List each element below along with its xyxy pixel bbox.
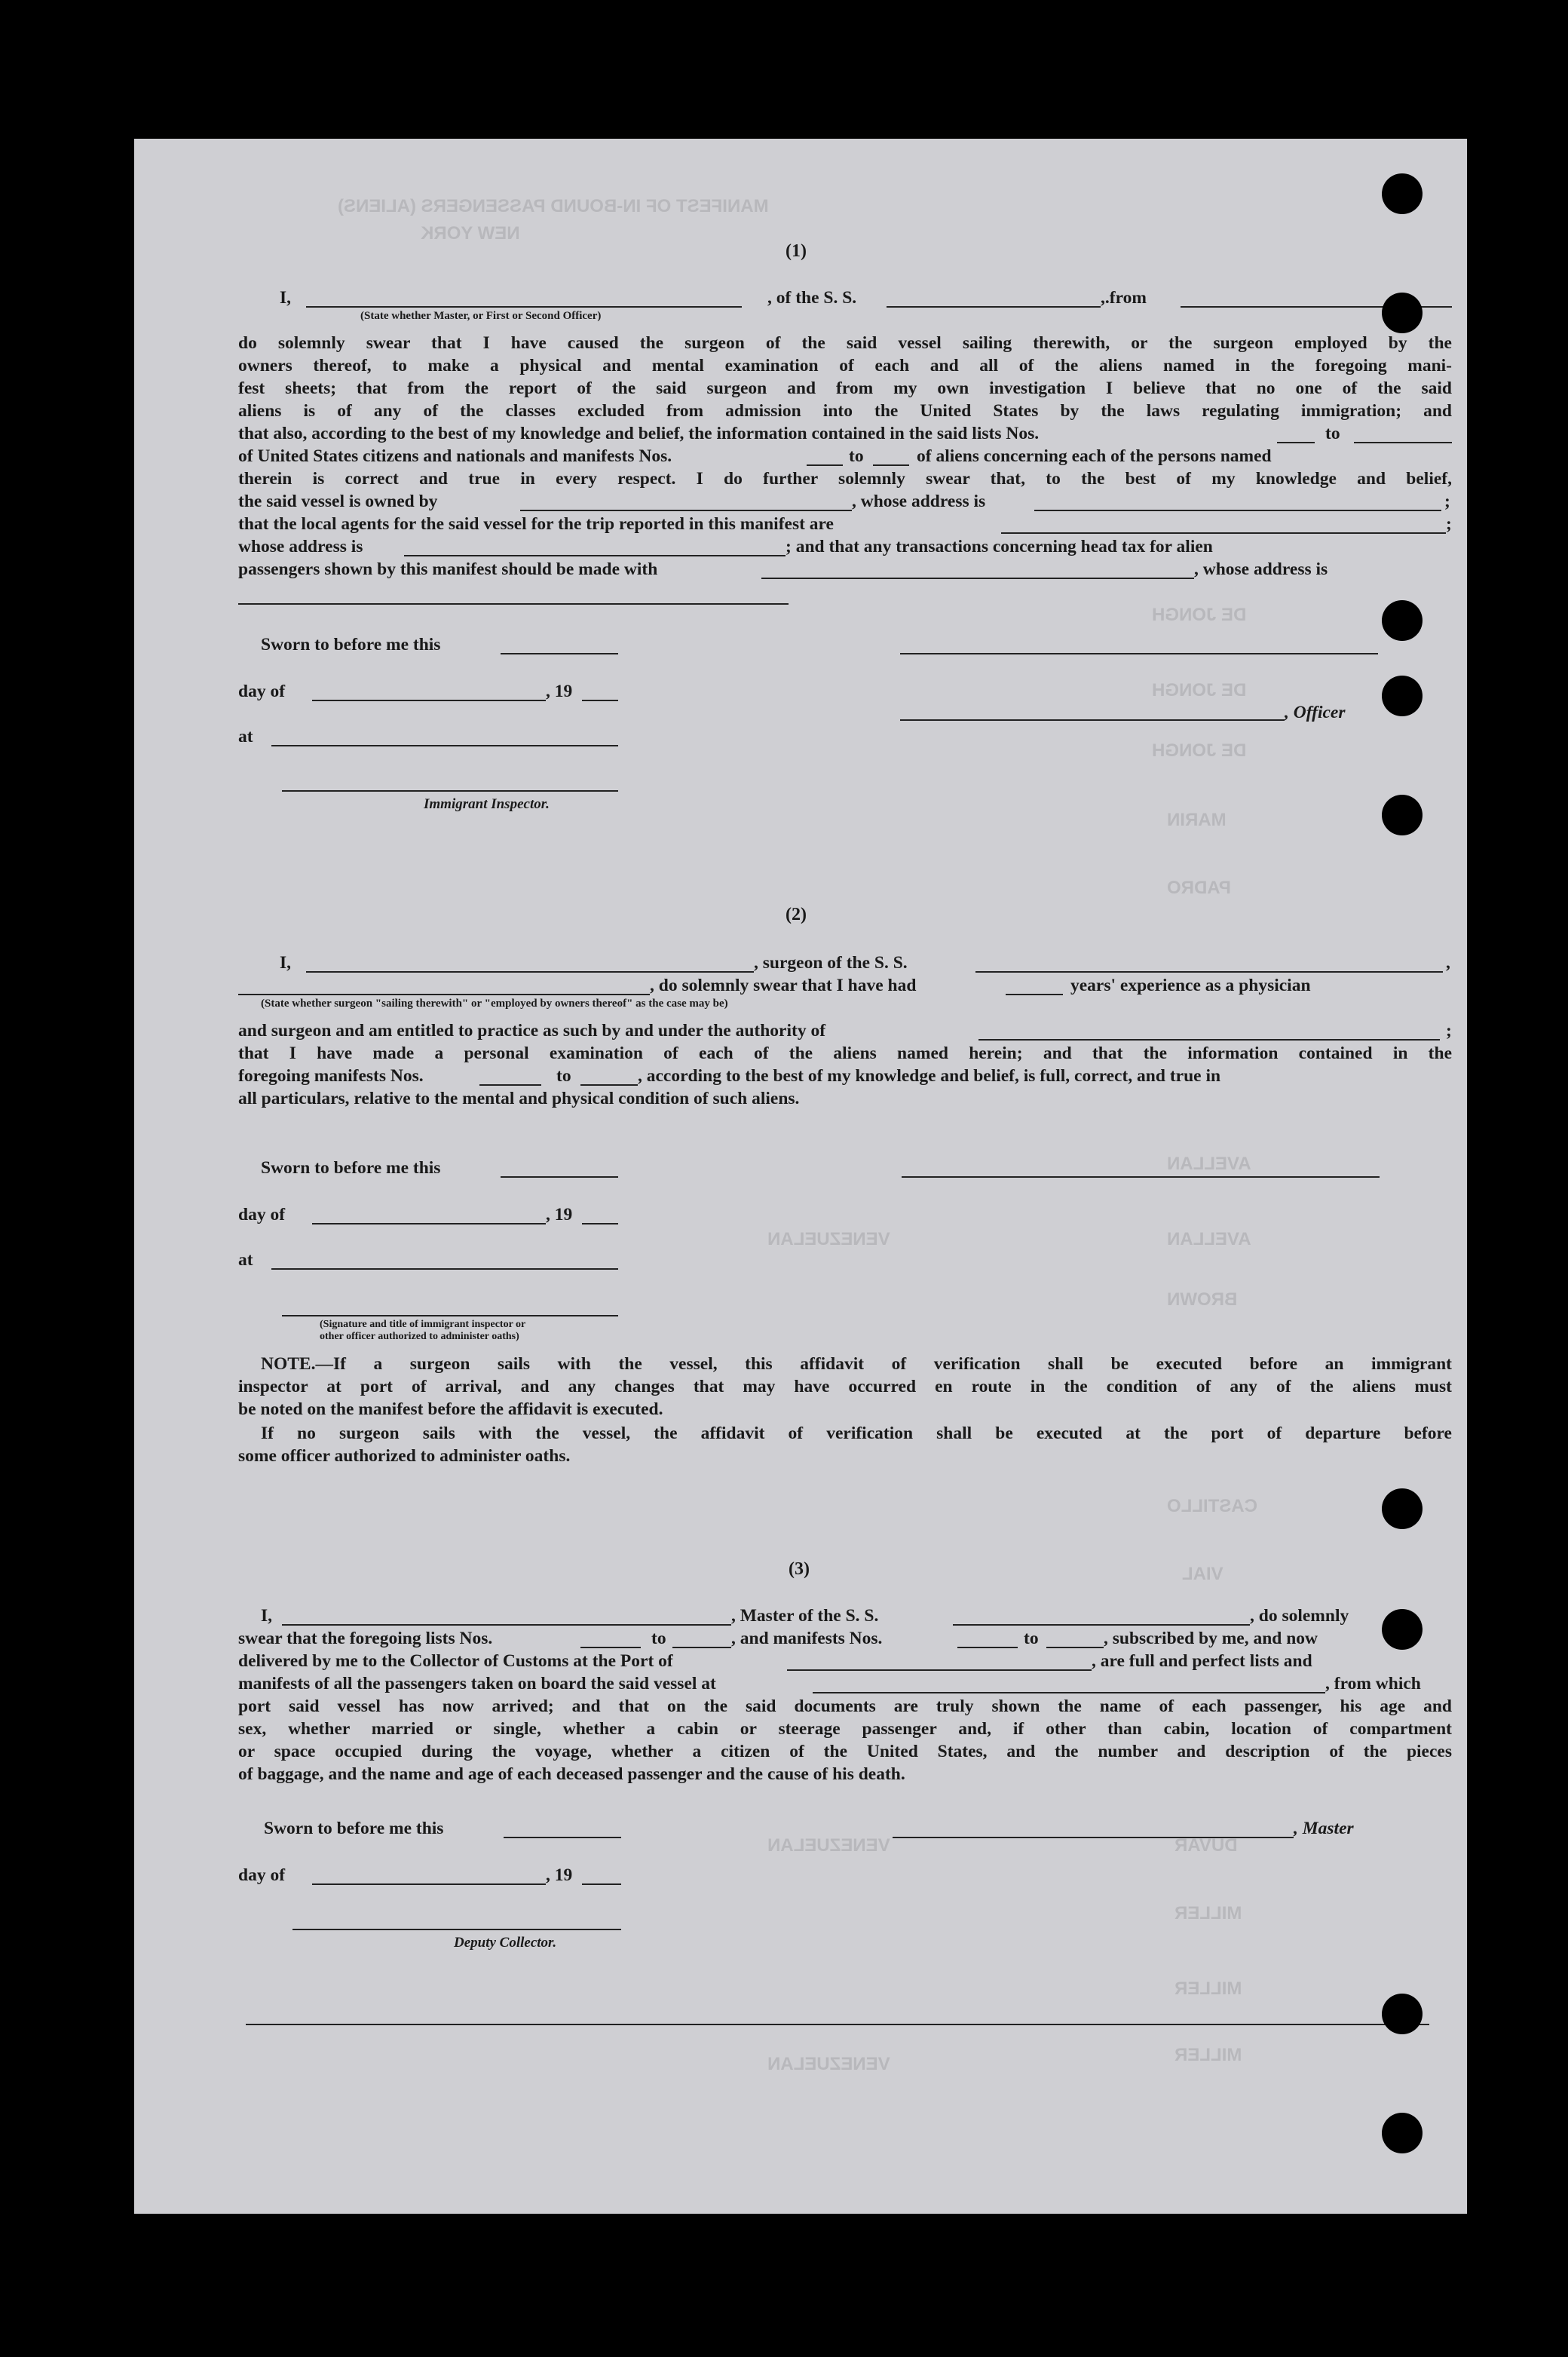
- s1-year: , 19: [546, 682, 573, 701]
- s1-manifests-from-blank[interactable]: [807, 464, 843, 466]
- s3-master-label: , Master: [1294, 1819, 1354, 1838]
- s3-port-blank[interactable]: [787, 1669, 1092, 1671]
- s3-manifests-from-blank[interactable]: [957, 1647, 1018, 1648]
- s2-note-line: inspector at port of arrival, and any changes that may have occurred en route in the condition of any of the aliens must: [238, 1377, 1452, 1396]
- bleed-through-name: AVELLAN: [1167, 1154, 1251, 1174]
- s1-local-agents: that the local agents for the said vessel for the trip reported in this manifest are: [238, 514, 834, 534]
- bleed-through-nationality: VENEZUELAN: [767, 1835, 890, 1856]
- s1-local-agents-blank[interactable]: [1001, 532, 1446, 534]
- s3-master-name-blank[interactable]: [282, 1624, 731, 1626]
- s3-year: , 19: [546, 1865, 573, 1885]
- section-3-heading: (3): [789, 1559, 810, 1579]
- s1-aliens-concerning: of aliens concerning each of the persons named: [917, 446, 1272, 466]
- s1-at-blank[interactable]: [271, 745, 618, 746]
- s3-collector-signature-blank[interactable]: [292, 1929, 621, 1930]
- s1-body-line: therein is correct and true in every respect. I do further solemnly swear that, to the best of my knowledge and belief,: [238, 469, 1452, 489]
- s3-manifests-to-blank[interactable]: [1046, 1647, 1104, 1648]
- s3-subscribed: , subscribed by me, and now: [1104, 1629, 1318, 1648]
- s3-sworn-date-blank[interactable]: [504, 1837, 621, 1838]
- s1-officer-title-blank[interactable]: [900, 719, 1285, 721]
- s1-from: ,.from: [1101, 288, 1147, 308]
- s2-full-correct: , according to the best of my knowledge and belief, is full, correct, and true in: [638, 1066, 1221, 1086]
- bleed-through-name: MILLER: [1174, 1903, 1242, 1923]
- s3-body-line: sex, whether married or single, whether a cabin or steerage passenger and, if other than cabin, location of compartment: [238, 1719, 1452, 1739]
- s1-manifests-to: to: [849, 446, 864, 466]
- s2-sworn: Sworn to before me this: [261, 1158, 441, 1178]
- bleed-through-port: NEW YORK: [421, 223, 520, 244]
- section-2-heading: (2): [786, 905, 807, 924]
- bleed-through-name: DUVAR: [1174, 1835, 1238, 1856]
- section-1-heading: (1): [786, 241, 807, 261]
- s1-officer-label: , Officer: [1285, 703, 1346, 722]
- s3-do-solemnly: , do solemnly: [1250, 1606, 1349, 1626]
- s2-surgeon-status-blank[interactable]: [238, 994, 650, 995]
- s1-body-line: do solemnly swear that I have caused the surgeon of the said vessel sailing therewith, or the surgeon employed by the: [238, 333, 1452, 353]
- s1-owned-by: the said vessel is owned by: [238, 492, 438, 511]
- s3-sworn: Sworn to before me this: [264, 1819, 444, 1838]
- s3-year-blank[interactable]: [582, 1883, 621, 1885]
- s3-lists-from-blank[interactable]: [580, 1647, 641, 1648]
- s2-semicolon: ;: [1446, 1021, 1452, 1041]
- s3-lists-to: to: [651, 1629, 666, 1648]
- s1-year-blank[interactable]: [582, 700, 618, 701]
- s3-vessel-blank[interactable]: [953, 1624, 1250, 1626]
- s3-lists-nos: swear that the foregoing lists Nos.: [238, 1629, 493, 1648]
- s1-head-tax-party-blank[interactable]: [761, 578, 1194, 579]
- s1-semicolon: ;: [1446, 514, 1452, 534]
- s2-manifests-from-blank[interactable]: [479, 1084, 541, 1086]
- s3-master-of-ss: , Master of the S. S.: [731, 1606, 879, 1626]
- s1-inspector-signature-blank[interactable]: [282, 790, 618, 792]
- s2-body-line: all particulars, relative to the mental and physical condition of such aliens.: [238, 1089, 800, 1108]
- s1-head-tax-with: passengers shown by this manifest should be made with: [238, 559, 658, 579]
- s1-semicolon: ;: [1444, 492, 1450, 511]
- s2-surgeon-name-blank[interactable]: [306, 971, 754, 973]
- binder-hole: [1382, 1609, 1423, 1650]
- s2-year: , 19: [546, 1205, 573, 1224]
- s1-day-of: day of: [238, 682, 286, 701]
- s1-head-tax-address-blank[interactable]: [238, 603, 789, 605]
- s2-years-blank[interactable]: [1006, 994, 1063, 995]
- bleed-through-name: DE JONGH: [1152, 605, 1247, 625]
- s1-day-of-blank[interactable]: [312, 700, 546, 701]
- s1-oath-line-i: I,: [280, 288, 292, 308]
- s3-day-of: day of: [238, 1865, 286, 1885]
- s1-lists-nos: that also, according to the best of my knowledge and belief, the information contained in the said lists Nos.: [238, 424, 1040, 443]
- s1-at: at: [238, 727, 253, 746]
- s1-owner-blank[interactable]: [520, 510, 852, 511]
- s1-lists-nos-to: to: [1325, 424, 1340, 443]
- s2-sworn-date-blank[interactable]: [501, 1176, 618, 1178]
- binder-hole: [1382, 600, 1423, 641]
- s3-manifests-to: to: [1024, 1629, 1039, 1648]
- s3-lists-to-blank[interactable]: [672, 1647, 731, 1648]
- binder-hole: [1382, 795, 1423, 835]
- s2-surgeon-of-ss: , surgeon of the S. S.: [754, 953, 908, 973]
- bleed-through-title: MANIFEST OF IN-BOUND PASSENGERS (ALIENS): [338, 196, 769, 216]
- s2-comma: ,: [1446, 953, 1450, 973]
- s3-collector-label: Deputy Collector.: [454, 1935, 557, 1951]
- s2-oath-i: I,: [280, 953, 292, 973]
- bleed-through-nationality: VENEZUELAN: [767, 2054, 890, 2074]
- s1-sworn: Sworn to before me this: [261, 635, 441, 654]
- bleed-through-name: AVELLAN: [1167, 1229, 1251, 1249]
- s2-note-line: be noted on the manifest before the affidavit is executed.: [238, 1399, 663, 1419]
- s2-years-experience: , do solemnly swear that I have had: [650, 976, 917, 995]
- s2-at: at: [238, 1250, 253, 1270]
- s1-owner-address-blank[interactable]: [1034, 510, 1441, 511]
- binder-hole: [1382, 173, 1423, 214]
- s3-manifests-nos: , and manifests Nos.: [731, 1629, 883, 1648]
- s2-inspector-signature-blank[interactable]: [282, 1315, 618, 1316]
- s3-body-line: port said vessel has now arrived; and that on the said documents are truly shown the name of each passenger, his age and: [238, 1696, 1452, 1716]
- s2-day-of: day of: [238, 1205, 286, 1224]
- s2-note-line: NOTE.—If a surgeon sails with the vessel, this affidavit of verification shall be executed before an immigrant: [261, 1354, 1452, 1374]
- s1-vessel-name-blank[interactable]: [887, 306, 1101, 308]
- s3-master-signature-blank[interactable]: [893, 1837, 1294, 1838]
- s1-agents-address-blank[interactable]: [404, 555, 786, 556]
- bleed-through-name: CASTILLO: [1167, 1496, 1257, 1516]
- s2-authority: and surgeon and am entitled to practice as such by and under the authority of: [238, 1021, 826, 1041]
- s2-vessel-blank[interactable]: [975, 971, 1443, 973]
- s2-sig-label-2: other officer authorized to administer oaths): [320, 1331, 519, 1342]
- s2-signature-blank[interactable]: [902, 1176, 1380, 1178]
- s2-year-blank[interactable]: [582, 1223, 618, 1224]
- s1-sworn-date-blank[interactable]: [501, 653, 618, 654]
- binder-hole: [1382, 1488, 1423, 1529]
- s1-head-tax-address: , whose address is: [1194, 559, 1328, 579]
- s1-body-line: owners thereof, to make a physical and mental examination of each and all of the aliens named in the foregoing mani-: [238, 356, 1452, 375]
- s1-officer-name-blank[interactable]: [306, 306, 742, 308]
- s3-body-line: of baggage, and the name and age of each deceased passenger and the cause of his death.: [238, 1764, 905, 1784]
- s1-owner-address-label: , whose address is: [852, 492, 986, 511]
- s1-lists-nos-to-blank[interactable]: [1354, 442, 1452, 443]
- s3-collector-port: delivered by me to the Collector of Customs at the Port of: [238, 1651, 673, 1671]
- bleed-through-name: PADRO: [1167, 878, 1231, 898]
- s1-head-tax: ; and that any transactions concerning head tax for alien: [786, 537, 1213, 556]
- bleed-through-name: DE JONGH: [1152, 680, 1247, 700]
- binder-hole: [1382, 1994, 1423, 2034]
- s1-officer-sublabel: (State whether Master, or First or Second Officer): [360, 310, 602, 322]
- s2-note-line: some officer authorized to administer oaths.: [238, 1446, 571, 1466]
- s2-sig-label-1: (Signature and title of immigrant inspector or: [320, 1319, 526, 1330]
- s2-surgeon-sublabel: (State whether surgeon "sailing therewith" or "employed by owners thereof" as the case may be): [261, 998, 728, 1010]
- s1-body-line: aliens is of any of the classes excluded from admission into the United States by the laws regulating immigration; and: [238, 401, 1452, 421]
- binder-hole: [1382, 676, 1423, 716]
- s3-day-of-blank[interactable]: [312, 1883, 546, 1885]
- bottom-rule: [246, 2024, 1429, 2025]
- bleed-through-name: BROWN: [1167, 1289, 1238, 1310]
- s2-note-line: If no surgeon sails with the vessel, the affidavit of verification shall be executed at the port of departure before: [261, 1424, 1452, 1443]
- s1-agents-address: whose address is: [238, 537, 363, 556]
- s2-manifests-to: to: [556, 1066, 571, 1086]
- s1-of-the-ss: , of the S. S.: [767, 288, 857, 308]
- bleed-through-name: DE JONGH: [1152, 740, 1247, 761]
- s1-manifests-nos: of United States citizens and nationals and manifests Nos.: [238, 446, 672, 466]
- bleed-through-name: MILLER: [1174, 1978, 1242, 1999]
- s2-physician: years' experience as a physician: [1070, 976, 1311, 995]
- manifest-form-sheet: [134, 139, 1467, 2214]
- s3-from-which: , from which: [1325, 1674, 1421, 1693]
- binder-hole: [1382, 2113, 1423, 2153]
- s1-lists-nos-from-blank[interactable]: [1277, 442, 1315, 443]
- bleed-through-name: MILLER: [1174, 2045, 1242, 2065]
- s3-taken-on-board: manifests of all the passengers taken on board the said vessel at: [238, 1674, 716, 1693]
- s2-day-of-blank[interactable]: [312, 1223, 546, 1224]
- s1-body-line: fest sheets; that from the report of the said surgeon and from my own investigation I believe that no one of the said: [238, 379, 1452, 398]
- s2-manifests-nos: foregoing manifests Nos.: [238, 1066, 424, 1086]
- s2-authority-blank[interactable]: [978, 1039, 1440, 1041]
- s1-inspector-label: Immigrant Inspector.: [424, 796, 550, 812]
- s2-at-blank[interactable]: [271, 1268, 618, 1270]
- bleed-through-name: MARIN: [1167, 810, 1227, 830]
- s3-oath-i: I,: [261, 1606, 273, 1626]
- s2-body-line: that I have made a personal examination of each of the aliens named herein; and that the information contained in the: [238, 1044, 1452, 1063]
- s3-taken-at-blank[interactable]: [813, 1692, 1325, 1693]
- binder-hole: [1382, 293, 1423, 333]
- bleed-through-nationality: VENEZUELAN: [767, 1229, 890, 1249]
- s2-manifests-to-blank[interactable]: [580, 1084, 638, 1086]
- bleed-through-name: VIAL: [1182, 1564, 1223, 1584]
- s1-manifests-to-blank[interactable]: [873, 464, 909, 466]
- s3-full-perfect: , are full and perfect lists and: [1092, 1651, 1312, 1671]
- s1-officer-signature-blank[interactable]: [900, 653, 1378, 654]
- s3-body-line: or space occupied during the voyage, whether a citizen of the United States, and the number and description of the pieces: [238, 1742, 1452, 1761]
